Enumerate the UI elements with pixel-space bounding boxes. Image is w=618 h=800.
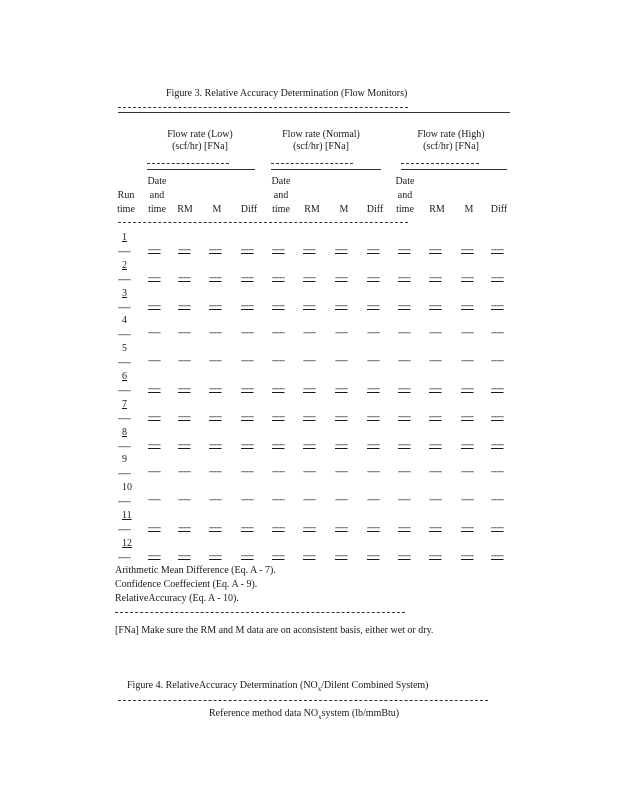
- table-cell: -----: [241, 439, 254, 449]
- figure4-subtitle-main: Reference method data NO: [209, 708, 319, 719]
- table-cell: -----: [367, 244, 380, 254]
- summary-divider: [115, 612, 405, 613]
- run-dash: -----: [118, 274, 131, 284]
- table-cell: -----: [303, 466, 316, 476]
- col-date-line1: Date: [147, 176, 167, 187]
- table-cell: -----: [303, 355, 316, 365]
- table-cell: -----: [148, 300, 161, 310]
- table-cell: -----: [272, 327, 285, 337]
- run-number: 5: [122, 343, 127, 354]
- col-header-diff-normal: Diff: [366, 204, 384, 215]
- run-dash: -----: [118, 413, 131, 423]
- figure3-title: Figure 3. Relative Accuracy Determination (Flow Monitors): [166, 88, 408, 99]
- run-dash: -----: [118, 357, 131, 367]
- table-cell: -----: [367, 327, 380, 337]
- col-header-m-low: M: [212, 204, 222, 215]
- group-underline-normal-b: [271, 169, 381, 170]
- table-cell: -----: [461, 550, 474, 560]
- table-cell: -----: [241, 355, 254, 365]
- group-underline-high-b: [401, 169, 507, 170]
- figure4-subtitle-rest: system (lb/mmBtu): [321, 708, 400, 719]
- table-cell: -----: [429, 522, 442, 532]
- run-dash: -----: [118, 302, 131, 312]
- table-cell: -----: [398, 383, 411, 393]
- table-cell: -----: [241, 550, 254, 560]
- figure4-title-rest: /Dilent Combined System): [321, 680, 429, 691]
- table-cell: -----: [398, 327, 411, 337]
- table-cell: -----: [241, 383, 254, 393]
- table-cell: -----: [209, 244, 222, 254]
- table-cell: -----: [429, 272, 442, 282]
- table-cell: -----: [335, 550, 348, 560]
- run-dash: -----: [118, 329, 131, 339]
- table-cell: -----: [272, 550, 285, 560]
- table-cell: -----: [335, 466, 348, 476]
- table-cell: -----: [429, 466, 442, 476]
- col-date-line3: time: [396, 204, 414, 215]
- group-low-line1: Flow rate (Low): [167, 129, 233, 140]
- table-cell: -----: [398, 550, 411, 560]
- table-cell: -----: [398, 494, 411, 504]
- table-cell: -----: [461, 466, 474, 476]
- table-cell: -----: [209, 272, 222, 282]
- table-cell: -----: [461, 439, 474, 449]
- table-cell: -----: [241, 411, 254, 421]
- table-cell: -----: [491, 355, 504, 365]
- table-cell: -----: [429, 300, 442, 310]
- col-header-rm-normal: RM: [304, 204, 320, 215]
- run-dash: -----: [118, 468, 131, 478]
- table-cell: -----: [491, 466, 504, 476]
- table-cell: -----: [398, 522, 411, 532]
- table-cell: -----: [303, 411, 316, 421]
- table-cell: -----: [491, 439, 504, 449]
- table-cell: -----: [303, 494, 316, 504]
- table-cell: -----: [398, 411, 411, 421]
- title-divider: [118, 107, 408, 108]
- run-dash: -----: [118, 524, 131, 534]
- group-high-line2: (scf/hr) [FNa]: [423, 141, 479, 152]
- table-cell: -----: [461, 355, 474, 365]
- table-cell: -----: [491, 244, 504, 254]
- run-number: 12: [122, 538, 132, 549]
- figure4-divider: [118, 700, 488, 701]
- table-cell: -----: [272, 522, 285, 532]
- table-cell: -----: [398, 244, 411, 254]
- table-cell: -----: [272, 439, 285, 449]
- table-cell: -----: [303, 439, 316, 449]
- table-cell: -----: [461, 272, 474, 282]
- table-cell: -----: [303, 550, 316, 560]
- run-number: 1: [122, 232, 127, 243]
- table-cell: -----: [148, 494, 161, 504]
- table-cell: -----: [148, 355, 161, 365]
- run-number: 11: [122, 510, 132, 521]
- run-number: 10: [122, 482, 132, 493]
- col-header-diff-high: Diff: [490, 204, 508, 215]
- table-cell: -----: [209, 439, 222, 449]
- table-cell: -----: [272, 272, 285, 282]
- table-cell: -----: [367, 494, 380, 504]
- group-underline-normal-a: [271, 163, 353, 164]
- table-cell: -----: [367, 439, 380, 449]
- table-cell: -----: [367, 466, 380, 476]
- col-run-line1: Run: [117, 190, 135, 201]
- table-cell: -----: [178, 300, 191, 310]
- table-cell: -----: [335, 522, 348, 532]
- table-cell: -----: [178, 327, 191, 337]
- col-date-line2: and: [397, 190, 413, 201]
- group-header-high: [396, 129, 506, 153]
- title-divider-solid: [118, 112, 510, 113]
- figure4-title-main: Figure 4. RelativeAccuracy Determination (NO: [127, 680, 318, 691]
- table-cell: -----: [178, 355, 191, 365]
- table-cell: -----: [461, 411, 474, 421]
- table-cell: -----: [491, 327, 504, 337]
- table-cell: -----: [241, 466, 254, 476]
- table-cell: -----: [367, 355, 380, 365]
- table-cell: -----: [398, 466, 411, 476]
- col-header-date-high: [392, 175, 418, 217]
- table-cell: -----: [209, 411, 222, 421]
- table-cell: -----: [367, 272, 380, 282]
- summary-arithmetic-mean: Arithmetic Mean Difference (Eq. A - 7).: [115, 565, 276, 576]
- table-cell: -----: [148, 439, 161, 449]
- table-cell: -----: [178, 383, 191, 393]
- run-number: 8: [122, 427, 127, 438]
- table-cell: -----: [148, 383, 161, 393]
- table-cell: -----: [272, 466, 285, 476]
- group-underline-low-a: [147, 163, 229, 164]
- table-cell: -----: [335, 355, 348, 365]
- table-cell: -----: [272, 383, 285, 393]
- run-number: 2: [122, 260, 127, 271]
- col-date-line3: time: [148, 204, 166, 215]
- table-cell: -----: [335, 300, 348, 310]
- table-cell: -----: [272, 355, 285, 365]
- table-cell: -----: [209, 383, 222, 393]
- table-cell: -----: [241, 522, 254, 532]
- table-cell: -----: [429, 550, 442, 560]
- table-cell: -----: [241, 327, 254, 337]
- table-cell: -----: [178, 550, 191, 560]
- table-cell: -----: [491, 494, 504, 504]
- table-cell: -----: [398, 355, 411, 365]
- table-cell: -----: [335, 327, 348, 337]
- table-cell: -----: [178, 411, 191, 421]
- table-cell: -----: [209, 494, 222, 504]
- table-cell: -----: [241, 494, 254, 504]
- table-cell: -----: [303, 522, 316, 532]
- table-cell: -----: [272, 300, 285, 310]
- table-cell: -----: [148, 550, 161, 560]
- table-cell: -----: [398, 300, 411, 310]
- table-cell: -----: [209, 355, 222, 365]
- run-number: 6: [122, 371, 127, 382]
- col-run-line2: time: [117, 204, 135, 215]
- group-underline-low-b: [147, 169, 255, 170]
- table-cell: -----: [335, 411, 348, 421]
- col-date-line1: Date: [271, 176, 291, 187]
- table-cell: -----: [209, 300, 222, 310]
- table-cell: -----: [491, 411, 504, 421]
- table-cell: -----: [148, 466, 161, 476]
- table-cell: -----: [429, 383, 442, 393]
- run-dash: -----: [118, 552, 131, 562]
- table-cell: -----: [491, 550, 504, 560]
- table-cell: -----: [209, 550, 222, 560]
- table-cell: -----: [398, 272, 411, 282]
- group-header-low: [145, 129, 255, 153]
- run-dash: -----: [118, 385, 131, 395]
- run-dash: -----: [118, 441, 131, 451]
- table-cell: -----: [491, 522, 504, 532]
- table-cell: -----: [367, 383, 380, 393]
- table-cell: -----: [178, 272, 191, 282]
- figure4-title: [127, 680, 429, 693]
- table-cell: -----: [148, 327, 161, 337]
- table-cell: -----: [335, 272, 348, 282]
- table-cell: -----: [209, 466, 222, 476]
- summary-confidence-coefficient: Confidence Coeffecient (Eq. A - 9).: [115, 579, 258, 590]
- table-cell: -----: [367, 411, 380, 421]
- col-date-line1: Date: [395, 176, 415, 187]
- group-high-line1: Flow rate (High): [417, 129, 485, 140]
- table-cell: -----: [209, 327, 222, 337]
- col-header-run: [114, 189, 138, 217]
- table-cell: -----: [272, 494, 285, 504]
- figure4-title-sub: x: [317, 685, 322, 693]
- table-cell: -----: [367, 522, 380, 532]
- table-cell: -----: [272, 244, 285, 254]
- table-cell: -----: [148, 244, 161, 254]
- table-cell: -----: [461, 300, 474, 310]
- table-cell: -----: [461, 244, 474, 254]
- fna-note: [FNa] Make sure the RM and M data are on aconsistent basis, either wet or dry.: [115, 625, 434, 636]
- run-dash: -----: [118, 496, 131, 506]
- col-date-line3: time: [272, 204, 290, 215]
- col-header-date-low: [144, 175, 170, 217]
- table-cell: -----: [178, 522, 191, 532]
- table-cell: -----: [303, 272, 316, 282]
- table-cell: -----: [429, 494, 442, 504]
- table-cell: -----: [461, 494, 474, 504]
- table-cell: -----: [303, 327, 316, 337]
- table-cell: -----: [429, 327, 442, 337]
- run-number: 3: [122, 288, 127, 299]
- run-dash: -----: [118, 246, 131, 256]
- table-cell: -----: [429, 411, 442, 421]
- table-cell: -----: [491, 272, 504, 282]
- figure4-subtitle: [209, 708, 399, 721]
- group-normal-line1: Flow rate (Normal): [282, 129, 360, 140]
- table-cell: -----: [429, 244, 442, 254]
- table-cell: -----: [335, 494, 348, 504]
- col-header-m-high: M: [464, 204, 474, 215]
- run-number: 9: [122, 454, 127, 465]
- table-cell: -----: [148, 522, 161, 532]
- col-header-diff-low: Diff: [240, 204, 258, 215]
- table-cell: -----: [491, 300, 504, 310]
- table-cell: -----: [491, 383, 504, 393]
- table-cell: -----: [303, 244, 316, 254]
- group-low-line2: (scf/hr) [FNa]: [172, 141, 228, 152]
- col-header-rm-low: RM: [177, 204, 193, 215]
- summary-relative-accuracy: RelativeAccuracy (Eq. A - 10).: [115, 593, 239, 604]
- table-cell: -----: [241, 244, 254, 254]
- table-cell: -----: [303, 383, 316, 393]
- table-cell: -----: [178, 439, 191, 449]
- group-underline-high-a: [401, 163, 479, 164]
- table-cell: -----: [272, 411, 285, 421]
- table-cell: -----: [209, 522, 222, 532]
- col-header-m-normal: M: [339, 204, 349, 215]
- table-cell: -----: [335, 439, 348, 449]
- header-divider: [118, 222, 408, 223]
- table-cell: -----: [367, 550, 380, 560]
- table-cell: -----: [461, 522, 474, 532]
- col-header-date-normal: [268, 175, 294, 217]
- group-header-normal: [266, 129, 376, 153]
- table-cell: -----: [367, 300, 380, 310]
- table-cell: -----: [461, 327, 474, 337]
- table-cell: -----: [398, 439, 411, 449]
- col-date-line2: and: [273, 190, 289, 201]
- table-cell: -----: [303, 300, 316, 310]
- table-cell: -----: [148, 272, 161, 282]
- table-cell: -----: [335, 244, 348, 254]
- col-header-rm-high: RM: [429, 204, 445, 215]
- table-cell: -----: [178, 244, 191, 254]
- col-date-line2: and: [149, 190, 165, 201]
- figure4-subtitle-sub: x: [318, 713, 322, 721]
- table-cell: -----: [429, 439, 442, 449]
- group-normal-line2: (scf/hr) [FNa]: [293, 141, 349, 152]
- table-cell: -----: [335, 383, 348, 393]
- run-number: 4: [122, 315, 127, 326]
- table-cell: -----: [178, 494, 191, 504]
- table-cell: -----: [148, 411, 161, 421]
- table-cell: -----: [429, 355, 442, 365]
- table-cell: -----: [461, 383, 474, 393]
- table-cell: -----: [241, 300, 254, 310]
- run-number: 7: [122, 399, 127, 410]
- table-cell: -----: [178, 466, 191, 476]
- table-cell: -----: [241, 272, 254, 282]
